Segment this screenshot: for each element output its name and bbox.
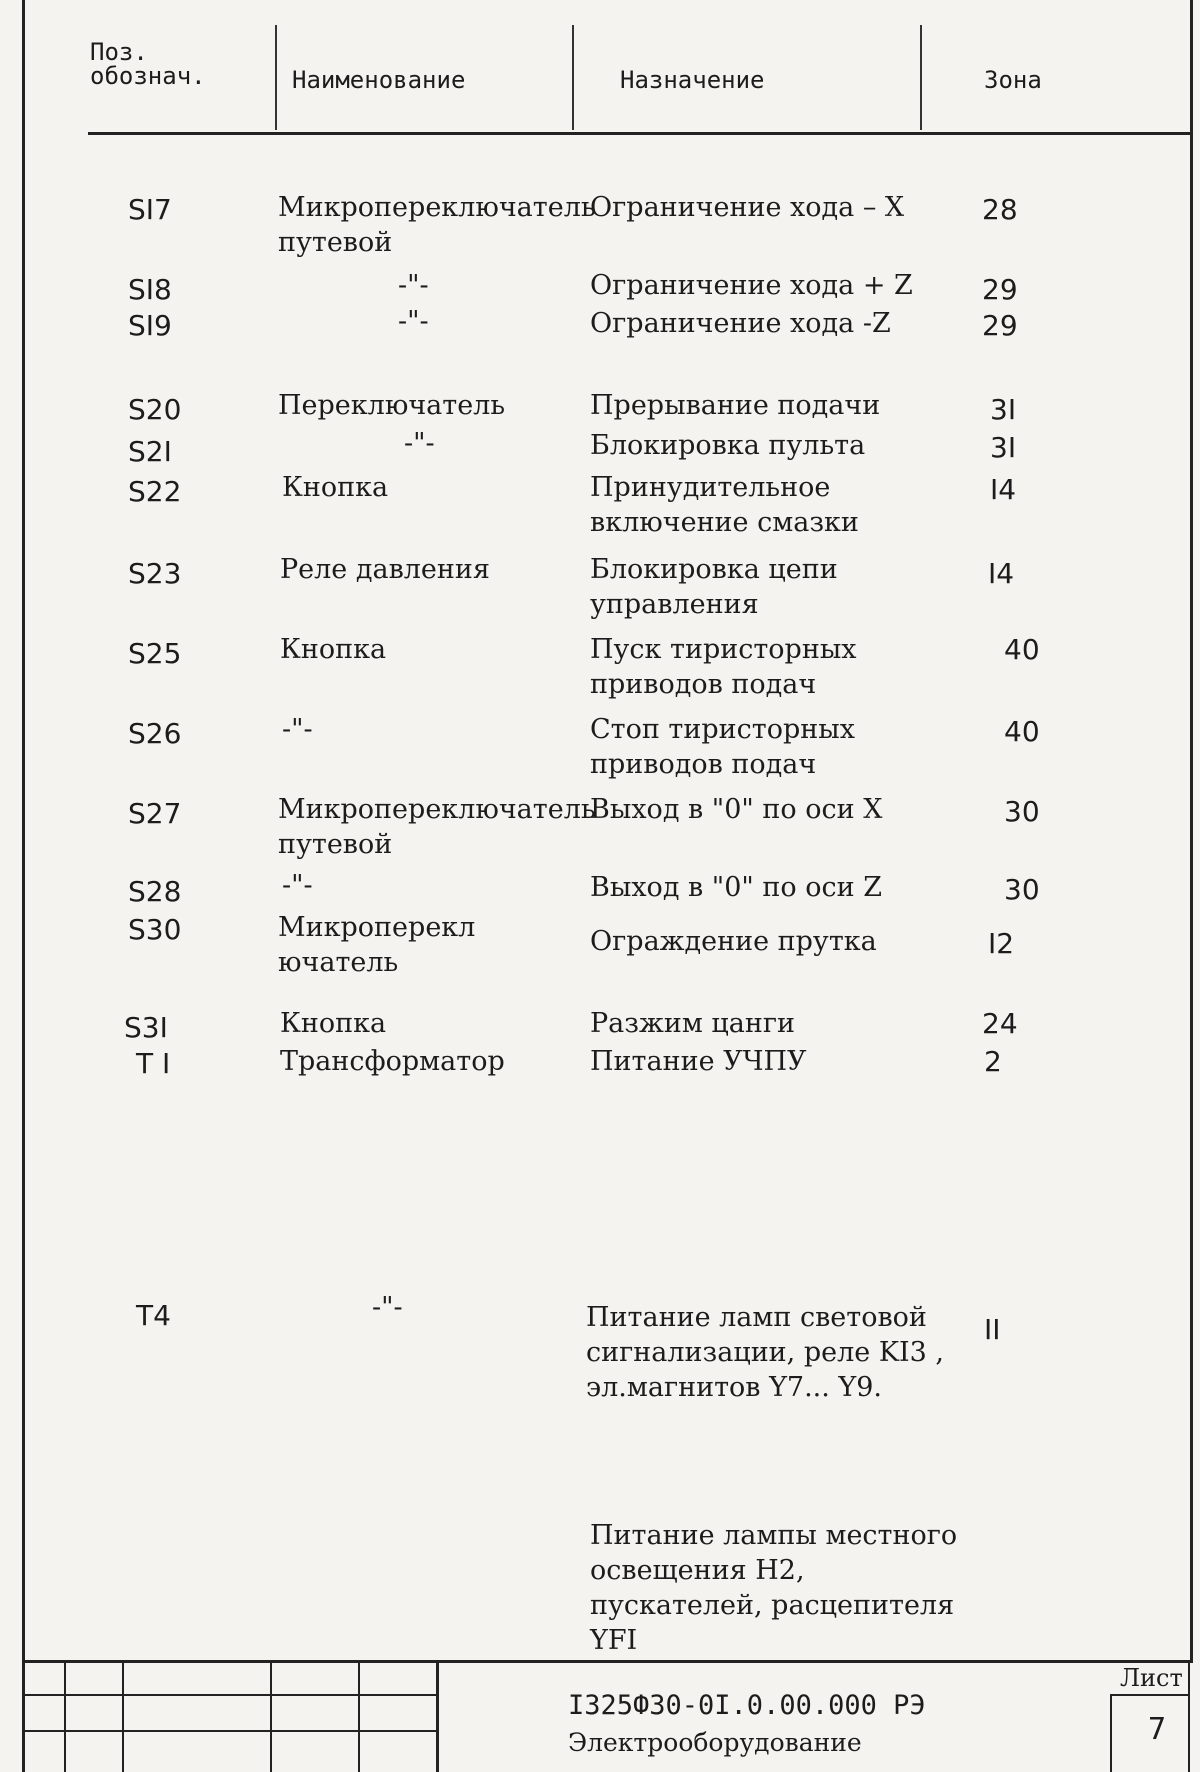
pos-header-line-1: Поз. <box>90 38 148 66</box>
row-name: Трансформатор <box>280 1046 505 1077</box>
document-title: Электрооборудование <box>568 1728 862 1757</box>
row-zone: 24 <box>982 1007 1018 1040</box>
row-purpose: Выход в "0" по оси X <box>590 794 883 825</box>
row-name: Кнопка <box>280 634 387 665</box>
row-name: Реле давления <box>280 554 490 585</box>
row-purpose: Прерывание подачи <box>590 390 881 421</box>
title-block-row-rule <box>25 1730 437 1732</box>
row-name: Кнопка <box>282 472 389 503</box>
sheet-box-right <box>1188 1660 1190 1772</box>
row-name: -"- <box>372 1292 403 1323</box>
row-pos: SI7 <box>128 193 172 226</box>
title-block-divider <box>122 1660 124 1772</box>
title-block-top-rule <box>25 1660 1193 1663</box>
row-pos: S20 <box>128 393 182 426</box>
row-purpose: Ограничение хода + Z <box>590 270 913 301</box>
row-name: Микропереключатель путевой <box>278 192 596 258</box>
sheet-box-left <box>1110 1694 1112 1772</box>
zone-column-header: Зона <box>984 66 1042 94</box>
pos-column-header <box>90 40 206 88</box>
title-block-row-rule <box>25 1694 437 1696</box>
row-zone: 3I <box>990 431 1017 464</box>
header-divider <box>572 25 574 130</box>
frame-right-border <box>1190 0 1193 1660</box>
row-purpose: Пуск тиристорных приводов подач <box>590 634 857 700</box>
row-zone: 28 <box>982 193 1018 226</box>
row-purpose: Блокировка пульта <box>590 430 866 461</box>
row-pos: S26 <box>128 717 182 750</box>
row-purpose: Питание ламп световой сигнализации, реле KI3 , эл.магнитов Y7... Y9. <box>586 1302 945 1403</box>
row-pos: S27 <box>128 797 182 830</box>
row-pos: S30 <box>128 913 182 946</box>
row-purpose: Ограждение прутка <box>590 926 877 957</box>
row-pos: S2I <box>128 435 172 468</box>
row-zone: I4 <box>988 557 1015 590</box>
row-pos: T4 <box>136 1299 171 1332</box>
row-purpose: Ограничение хода – X <box>590 192 905 223</box>
row-zone: II <box>984 1313 1001 1346</box>
row-pos: S3I <box>124 1011 168 1044</box>
header-divider <box>275 25 277 130</box>
row-zone: 40 <box>1004 633 1040 666</box>
row-zone: 3I <box>990 393 1017 426</box>
row-name: Кнопка <box>280 1008 387 1039</box>
title-block-divider <box>358 1660 360 1772</box>
name-column-header: Наименование <box>292 66 466 94</box>
t4-extra-purpose: Питание лампы местного освещения Н2, пускателей, расцепителя YFI <box>590 1520 958 1656</box>
row-purpose: Принудительное включение смазки <box>590 472 859 538</box>
row-purpose: Питание УЧПУ <box>590 1046 807 1077</box>
row-zone: 30 <box>1004 873 1040 906</box>
row-name: -"- <box>282 714 313 745</box>
row-purpose: Блокировка цепи управления <box>590 554 838 620</box>
purpose-column-header: Назначение <box>620 66 765 94</box>
row-pos: S28 <box>128 875 182 908</box>
row-name: Переключатель <box>278 390 506 421</box>
row-zone: I4 <box>990 473 1017 506</box>
row-zone: 2 <box>984 1045 1002 1078</box>
title-block-divider <box>270 1660 272 1772</box>
row-name: -"- <box>282 870 313 901</box>
sheet-number: 7 <box>1148 1712 1167 1747</box>
row-purpose: Стоп тиристорных приводов подач <box>590 714 855 780</box>
row-zone: 29 <box>982 309 1018 342</box>
row-zone: 40 <box>1004 715 1040 748</box>
row-name: -"- <box>398 306 429 337</box>
header-divider <box>920 25 922 130</box>
row-name: -"- <box>404 428 435 459</box>
row-purpose: Ограничение хода -Z <box>590 308 891 339</box>
row-zone: I2 <box>988 927 1015 960</box>
row-zone: 29 <box>982 273 1018 306</box>
header-rule <box>88 132 1190 135</box>
frame-left-border <box>22 0 25 1772</box>
row-purpose: Разжим цанги <box>590 1008 796 1039</box>
row-pos: S25 <box>128 637 182 670</box>
row-purpose: Выход в "0" по оси Z <box>590 872 882 903</box>
row-pos: T I <box>136 1047 171 1080</box>
row-zone: 30 <box>1004 795 1040 828</box>
row-name: Микропереключатель <box>278 912 476 978</box>
row-pos: S23 <box>128 557 182 590</box>
sheet-box-top <box>1110 1694 1190 1696</box>
row-pos: SI8 <box>128 273 172 306</box>
row-name: Микропереключатель путевой <box>278 794 596 860</box>
title-block-divider <box>436 1660 439 1772</box>
title-block-divider <box>64 1660 66 1772</box>
row-name: -"- <box>398 270 429 301</box>
document-code: I325Ф30-0I.0.00.000 РЭ <box>568 1690 926 1721</box>
row-pos: S22 <box>128 475 182 508</box>
pos-header-line-2: обознач. <box>90 62 206 90</box>
sheet-label: Лист <box>1120 1664 1183 1692</box>
row-pos: SI9 <box>128 309 172 342</box>
